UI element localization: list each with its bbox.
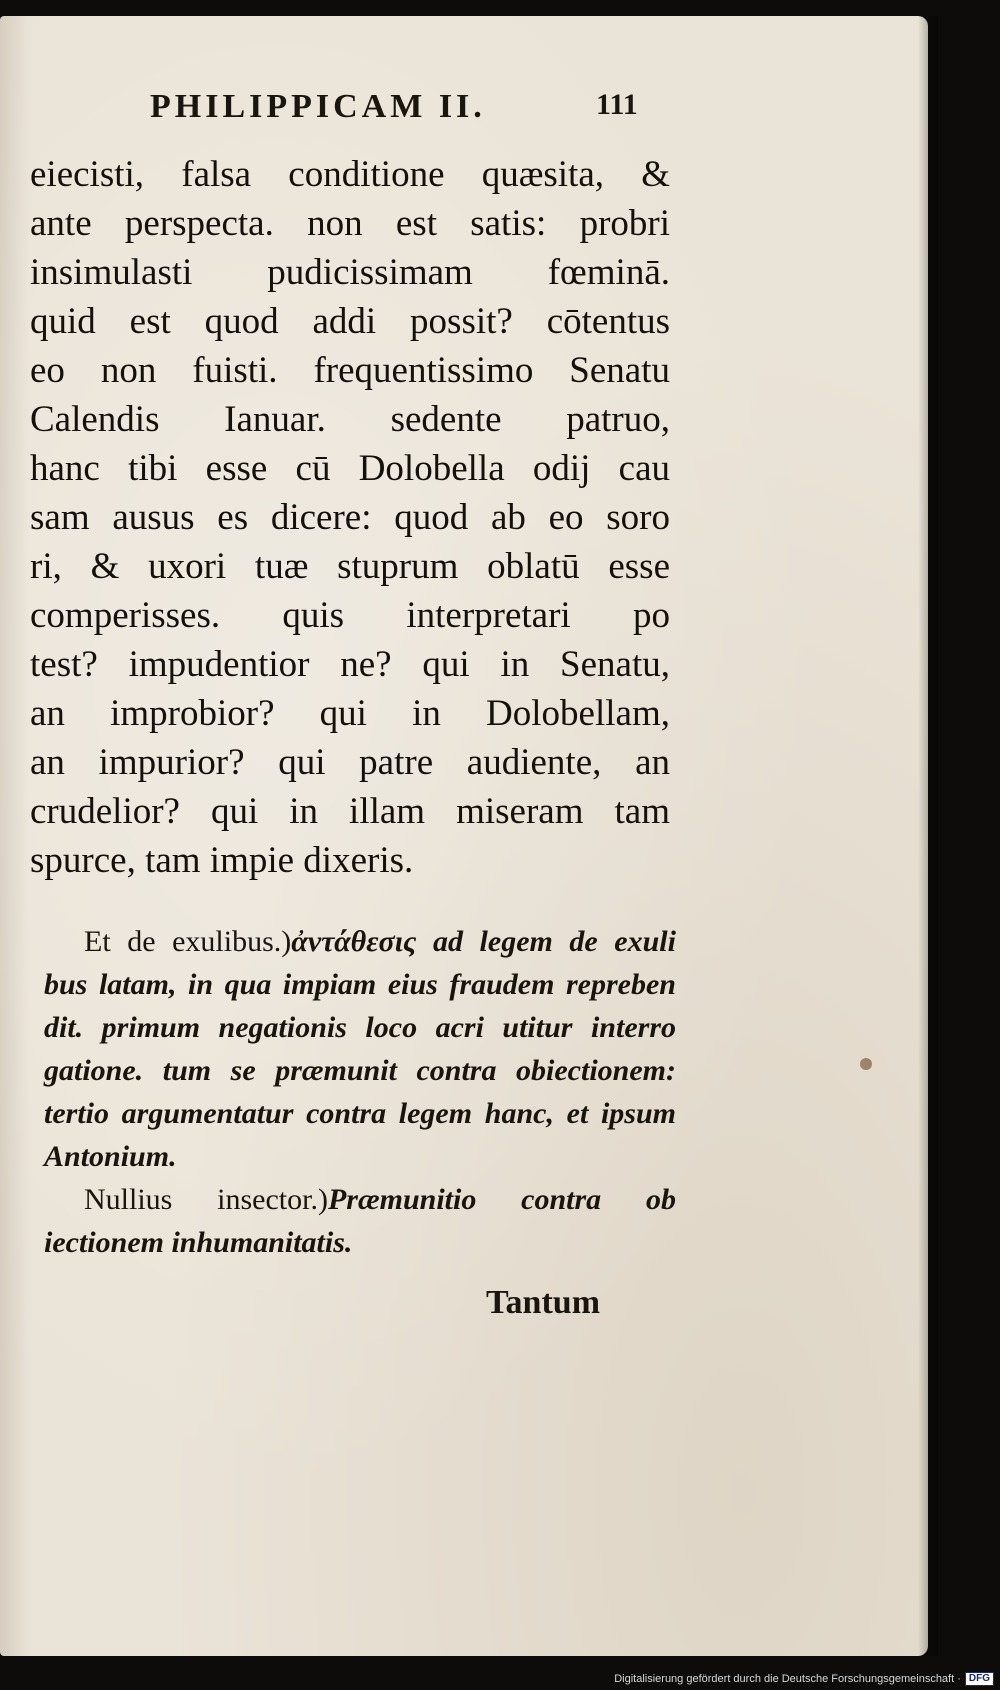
page-edge-shadow [918,16,938,1656]
commentary-lemma: Et de exulibus.) [84,925,292,958]
commentary-lemma: Nullius insector.) [84,1183,328,1216]
commentary-text: Præmunitio contra ob [327,1183,676,1216]
text-line: comperisses. quis interpretari po [30,595,670,636]
commentary-block [44,920,676,1264]
main-text-block [30,150,670,885]
text-line: spurce, tam impie dixeris. [30,840,414,881]
commentary-line [44,920,676,963]
text-line: ri, & uxori tuæ stuprum oblatū esse [30,546,670,587]
folio-number: 111 [596,88,638,121]
dfg-logo: DFG [965,1672,994,1686]
commentary-text: ἀντάθεσις ad legem de exuli [291,925,676,958]
text-line: an impurior? qui patre audiente, an [30,742,670,783]
catchword: Tantum [486,1284,601,1321]
text-line: eo non fuisti. frequentissimo Senatu [30,350,670,391]
text-line: eiecisti, falsa conditione quæsita, & [30,154,670,195]
commentary-line [44,1092,676,1135]
text-line: ante perspecta. non est satis: probri [30,203,670,244]
text-line: Calendis Ianuar. sedente patruo, [30,399,670,440]
commentary-line [44,1178,676,1221]
commentary-text: Antonium. [44,1140,177,1173]
text-line: an improbior? qui in Dolobellam, [30,693,670,734]
commentary-text: iectionem inhumanitatis. [44,1226,353,1259]
running-head: PHILIPPICAM II. [150,88,486,125]
text-line: test? impudentior ne? qui in Senatu, [30,644,670,685]
text-line: insimulasti pudicissimam fœminā. [30,252,670,293]
commentary-line [44,1221,676,1264]
commentary-text: gatione. tum se præmunit contra obiectionem: [44,1054,676,1087]
text-line: quid est quod addi possit? cōtentus [30,301,670,342]
text-line: hanc tibi esse cū Dolobella odij cau [30,448,670,489]
text-line: sam ausus es dicere: quod ab eo soro [30,497,670,538]
commentary-text: dit. primum negationis loco acri utitur interro [44,1011,676,1044]
commentary-line [44,1135,676,1178]
commentary-line [44,963,676,1006]
text-line: crudelior? qui in illam miseram tam [30,791,670,832]
commentary-text: tertio argumentatur contra legem hanc, et ipsum [44,1097,676,1130]
commentary-line [44,1006,676,1049]
commentary-line [44,1049,676,1092]
credit-text: Digitalisierung gefördert durch die Deutsche Forschungsgemeinschaft · [614,1673,961,1685]
commentary-text: bus latam, in qua impiam eius fraudem repreben [44,968,676,1001]
ink-blot [860,1058,872,1070]
digitization-credit [614,1672,994,1686]
